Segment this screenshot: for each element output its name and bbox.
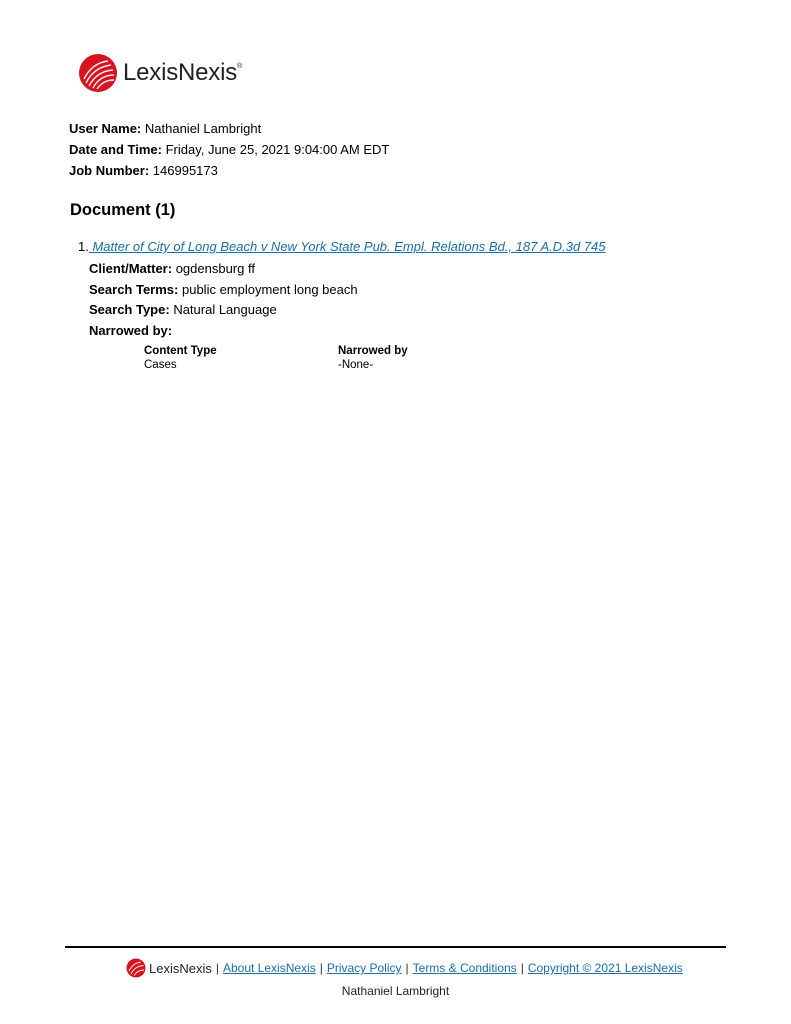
client-matter-value: ogdensburg ff	[175, 261, 255, 276]
client-matter-row	[89, 259, 606, 280]
search-type-row	[89, 300, 606, 321]
search-terms-value: public employment long beach	[181, 281, 358, 297]
narrowed-by-value: -None-	[338, 359, 374, 371]
narrowed-by-header: Narrowed by	[338, 345, 408, 357]
user-name-row	[69, 118, 389, 139]
terms-conditions-link[interactable]: Terms & Conditions	[412, 961, 517, 975]
about-link[interactable]: About LexisNexis	[222, 961, 316, 975]
search-terms-label: Search Terms:	[89, 281, 179, 297]
lexisnexis-footer-logo-icon	[126, 958, 146, 978]
content-type-header: Content Type	[144, 345, 217, 357]
date-time-label: Date and Time:	[69, 142, 162, 157]
footer-links	[126, 958, 683, 978]
privacy-policy-link[interactable]: Privacy Policy	[326, 961, 402, 975]
content-type-column	[144, 344, 217, 372]
footer-divider	[65, 946, 726, 948]
footer-separator: |	[520, 961, 524, 975]
narrowed-by-row	[89, 321, 606, 342]
narrowed-by-column	[338, 344, 408, 372]
job-number-row	[69, 160, 389, 181]
user-name-label: User Name:	[69, 121, 142, 136]
document-item	[78, 238, 606, 256]
footer-separator: |	[215, 961, 219, 975]
footer-separator: |	[319, 961, 323, 975]
search-type-label: Search Type:	[89, 302, 170, 317]
document-list	[78, 238, 606, 341]
search-terms-row	[89, 280, 606, 301]
job-metadata	[69, 118, 389, 181]
user-name-value: Nathaniel Lambright	[144, 121, 262, 136]
search-type-value: Natural Language	[173, 302, 277, 317]
lexisnexis-logo-icon	[78, 53, 118, 93]
copyright-link[interactable]: Copyright © 2021 LexisNexis	[527, 961, 683, 975]
date-time-value: Friday, June 25, 2021 9:04:00 AM EDT	[165, 142, 390, 157]
job-number-value: 146995173	[152, 163, 218, 178]
date-time-row	[69, 139, 389, 160]
narrowed-by-label: Narrowed by:	[89, 322, 173, 338]
document-item-number: 1.	[78, 239, 89, 254]
document-details	[89, 259, 606, 341]
footer-brand: LexisNexis	[149, 960, 212, 976]
job-number-label: Job Number:	[69, 163, 150, 178]
brand-wordmark: LexisNexis®	[123, 59, 243, 86]
document-heading: Document (1)	[70, 201, 176, 219]
lexisnexis-logo	[78, 53, 242, 93]
footer-user-name: Nathaniel Lambright	[341, 984, 450, 998]
content-type-value: Cases	[144, 359, 177, 371]
document-title-link[interactable]: Matter of City of Long Beach v New York State Pub. Empl. Relations Bd., 187 A.D.3d 745	[88, 239, 606, 254]
footer-separator: |	[405, 961, 409, 975]
client-matter-label: Client/Matter:	[89, 261, 173, 276]
